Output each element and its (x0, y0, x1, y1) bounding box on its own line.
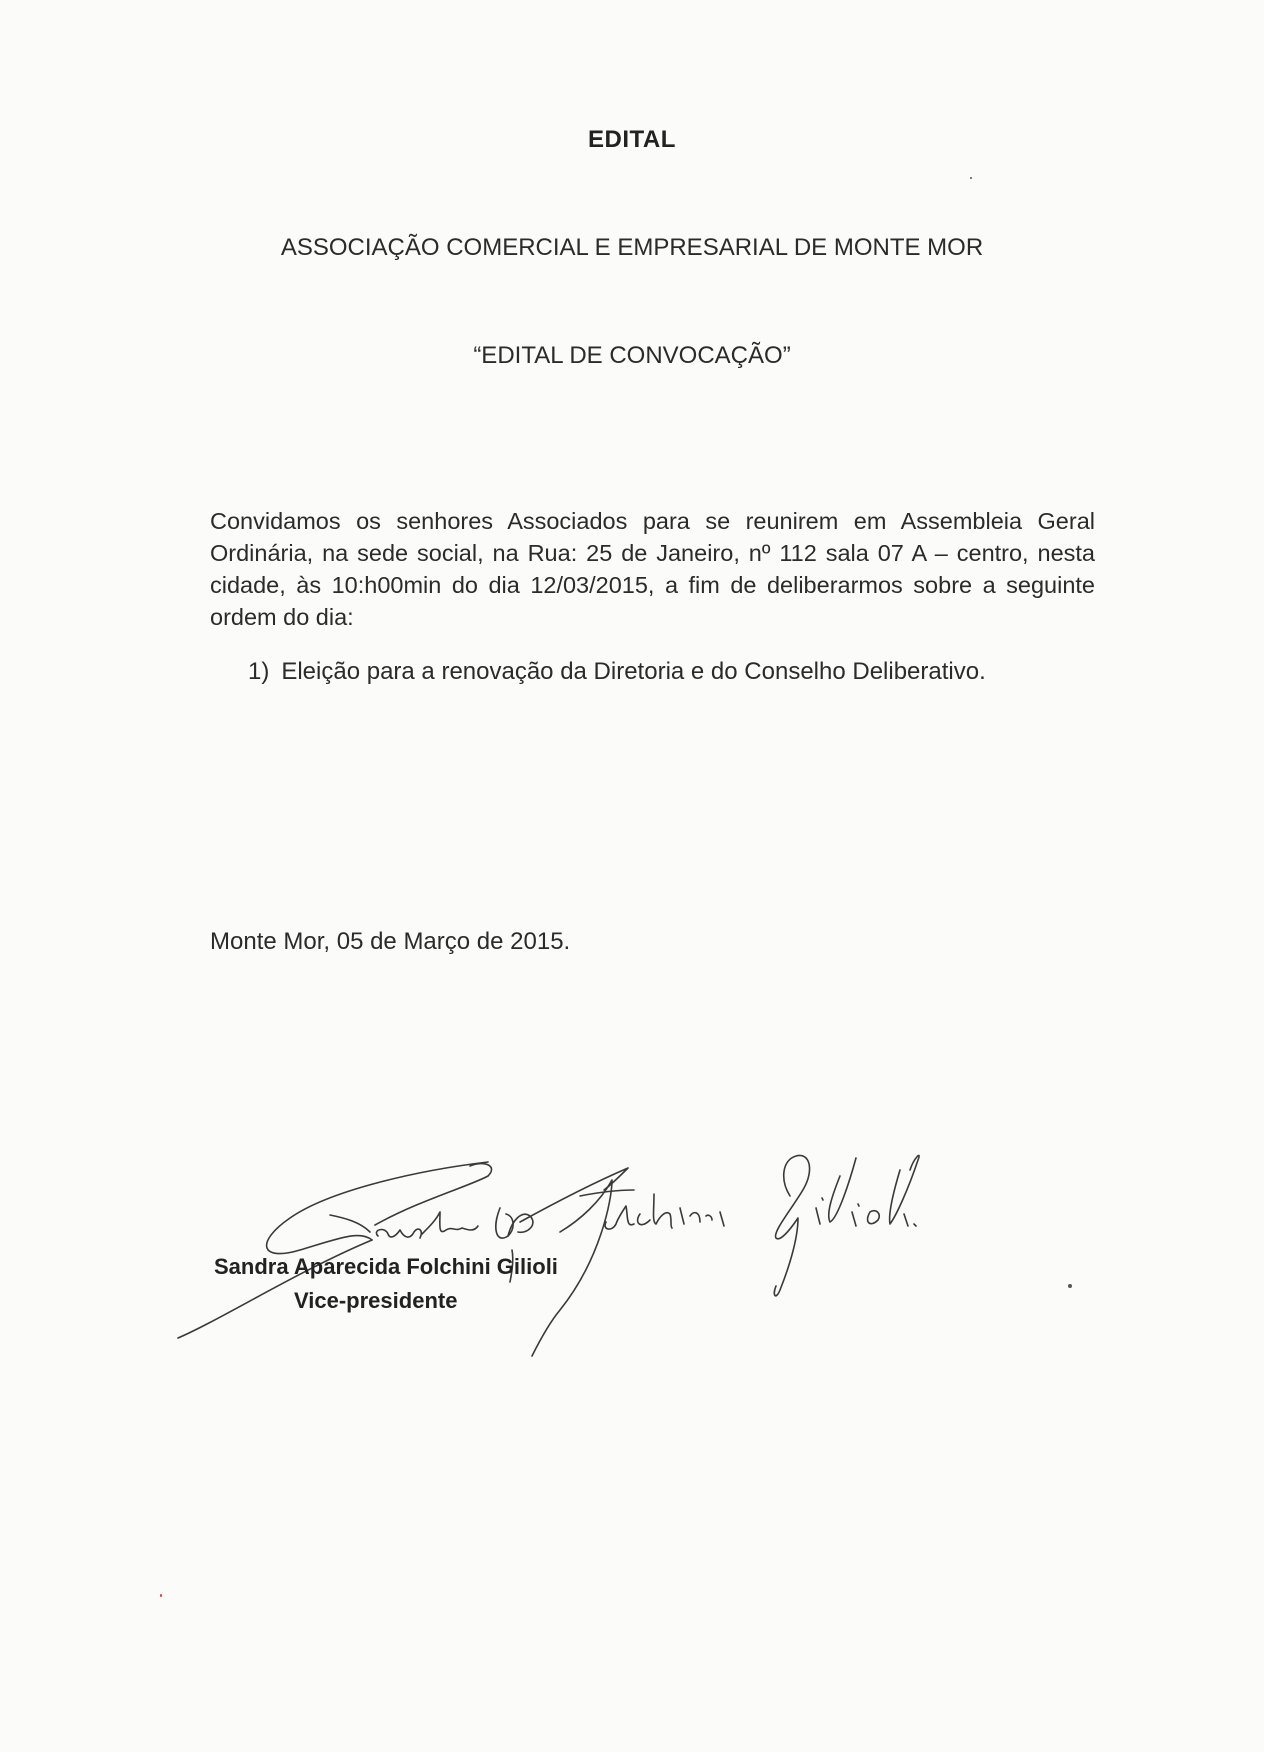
place-and-date: Monte Mor, 05 de Março de 2015. (210, 928, 571, 955)
scan-speck (970, 177, 972, 179)
document-subtitle: “EDITAL DE CONVOCAÇÃO” (473, 342, 791, 369)
agenda-item-number: 1) (248, 658, 270, 685)
signer-name: Sandra Aparecida Folchini Gilioli (214, 1254, 558, 1279)
agenda-item (248, 658, 986, 686)
document-title: EDITAL (588, 126, 676, 153)
scan-speck (160, 1594, 162, 1597)
signer-role: Vice-presidente (294, 1288, 458, 1313)
convocation-paragraph: Convidamos os senhores Associados para se reunirem em Assembleia Geral Ordinária, na sede social, na Rua: 25 de Janeiro, nº 112 sala 07 A – centro, nesta cidade, às 10:h00min do dia 12/03/2015, a fim de deliberarmos sobre a seguinte ordem do dia: (210, 508, 1095, 630)
organization-name: ASSOCIAÇÃO COMERCIAL E EMPRESARIAL DE MONTE MOR (280, 234, 984, 261)
scan-speck (1068, 1284, 1072, 1288)
agenda-item-text: Eleição para a renovação da Diretoria e do Conselho Deliberativo. (281, 658, 986, 685)
